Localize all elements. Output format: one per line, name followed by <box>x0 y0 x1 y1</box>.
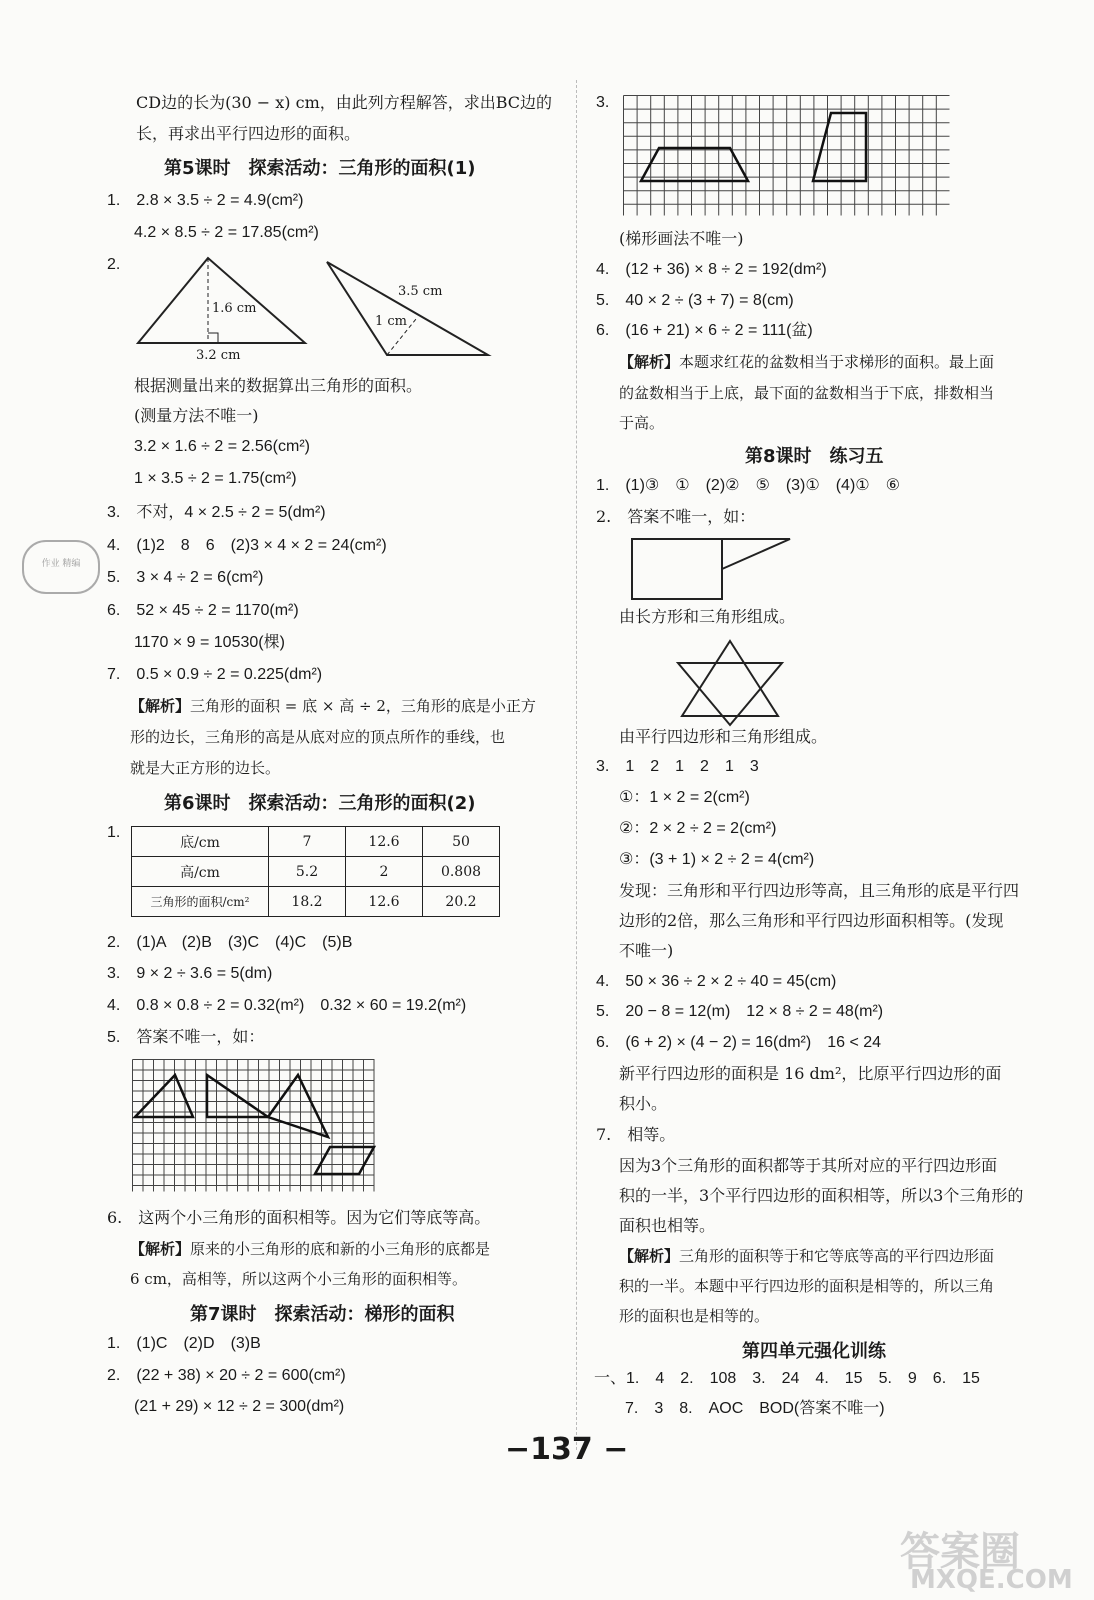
l8-q7: 7. 相等。 <box>596 1125 676 1144</box>
analysis-text: 本题求红花的盆数相当于求梯形的面积。最上面 <box>679 353 995 371</box>
l8-analysis-3: 形的面积也是相等的。 <box>619 1307 770 1325</box>
l5-q2b: (测量方法不唯一) <box>134 406 259 425</box>
l8-q3c: ③：(3 + 1) × 2 ÷ 2 = 4(cm²) <box>619 851 815 868</box>
l8-q6a: 新平行四边形的面积是 16 dm²，比原平行四边形的面 <box>619 1064 1002 1083</box>
lesson7-title: 第7课时 探索活动：梯形的面积 <box>190 1304 455 1325</box>
triangle-2 <box>327 262 488 355</box>
table-cell: 2 <box>346 857 423 887</box>
fig-side-label: 3.5 cm <box>398 284 443 299</box>
l8-analysis-1 <box>619 1245 994 1267</box>
l7-q1: 1. (1)C (2)D (3)B <box>107 1335 261 1352</box>
analysis-text: 原来的小三角形的底和新的小三角形的底都是 <box>190 1240 491 1258</box>
table-cell: 5.2 <box>269 857 346 887</box>
r-analysis-3: 于高。 <box>619 414 665 432</box>
r-q3-note: (梯形画法不唯一) <box>619 229 744 248</box>
l8-q6: 6. (6 + 2) × (4 − 2) = 16(dm²) 16 < 24 <box>596 1034 882 1051</box>
watermark-url: MXQE.COM <box>910 1565 1073 1595</box>
r-q6: 6. (16 + 21) × 6 ÷ 2 = 111(盆) <box>596 322 813 339</box>
l8-q5: 5. 20 − 8 = 12(m) 12 × 8 ÷ 2 = 48(m²) <box>596 1003 884 1020</box>
l5-q2a: 根据测量出来的数据算出三角形的面积。 <box>134 376 423 395</box>
lesson5-title: 第5课时 探索活动：三角形的面积(1) <box>164 158 476 179</box>
l5-q2c: 3.2 × 1.6 ÷ 2 = 2.56(cm²) <box>134 438 310 455</box>
r-analysis-2: 的盆数相当于上底，最下面的盆数相当于下底，排数相当 <box>619 384 995 402</box>
fig-height-label: 1.6 cm <box>212 301 257 316</box>
l5-q2: 2. <box>107 256 121 273</box>
table-cell: 底/cm <box>132 827 269 857</box>
analysis-label: 【解析】 <box>130 697 191 715</box>
stamp-logo <box>22 540 100 594</box>
r-q5: 5. 40 × 2 ÷ (3 + 7) = 8(cm) <box>596 292 794 309</box>
lesson6-title: 第6课时 探索活动：三角形的面积(2) <box>164 793 476 814</box>
star-figure <box>674 638 786 728</box>
l8-q7b: 积的一半，3个平行四边形的面积相等，所以3个三角形的 <box>619 1186 1024 1205</box>
l8-q3a: ①：1 × 2 = 2(cm²) <box>619 789 750 806</box>
fig-height2-label: 1 cm <box>375 314 408 329</box>
page-number: −137 − <box>505 1432 629 1467</box>
table-row <box>132 827 500 857</box>
l8-q2b: 由平行四边形和三角形组成。 <box>619 727 828 746</box>
right-angle-mark-1 <box>208 333 218 343</box>
triangle-part <box>722 539 790 569</box>
l5-q4: 4. (1)2 8 6 (2)3 × 4 × 2 = 24(cm²) <box>107 537 387 554</box>
l6-analysis-1 <box>130 1238 490 1260</box>
star-triangle-up <box>682 641 778 716</box>
l8-analysis-2: 积的一半。本题中平行四边形的面积是相等的，所以三角 <box>619 1277 995 1295</box>
l8-q3f: 不唯一) <box>619 941 674 960</box>
analysis-label: 【解析】 <box>619 1247 680 1265</box>
triangle-c <box>268 1075 328 1137</box>
l5-q7: 7. 0.5 × 0.9 ÷ 2 = 0.225(dm²) <box>107 666 323 683</box>
intro-line-2: 长，再求出平行四边形的面积。 <box>136 124 361 143</box>
table-cell: 20.2 <box>423 887 500 917</box>
l8-q3d: 发现：三角形和平行四边形等高，且三角形的底是平行四 <box>619 881 1020 900</box>
l8-q6b: 积小。 <box>619 1094 668 1113</box>
l8-q7c: 面积也相等。 <box>619 1216 716 1235</box>
table-cell: 三角形的面积/cm² <box>132 887 269 917</box>
l6-q6: 6. 这两个小三角形的面积相等。因为它们等底等高。 <box>107 1208 491 1227</box>
lesson8-title: 第8课时 练习五 <box>745 446 884 467</box>
l5-q1b: 4.2 × 8.5 ÷ 2 = 17.85(cm²) <box>134 224 319 241</box>
l5-q2d: 1 × 3.5 ÷ 2 = 1.75(cm²) <box>134 470 297 487</box>
stamp-text: 作业 精编 <box>41 559 81 569</box>
l6-q1: 1. <box>107 824 121 841</box>
l6-q3: 3. 9 × 2 ÷ 3.6 = 5(dm) <box>107 965 273 982</box>
analysis-text: 三角形的面积 = 底 × 高 ÷ 2，三角形的底是小正方 <box>190 697 536 715</box>
table-row <box>132 857 500 887</box>
grid-figure-triangles <box>132 1059 378 1195</box>
rect-triangle-figure <box>630 537 795 603</box>
l6-analysis-2: 6 cm，高相等，所以这两个小三角形的面积相等。 <box>130 1270 467 1288</box>
l5-q6b: 1170 × 9 = 10530(棵) <box>134 634 285 651</box>
l5-q3: 3. 不对，4 × 2.5 ÷ 2 = 5(dm²) <box>107 504 326 521</box>
fig-base-label: 3.2 cm <box>196 348 241 363</box>
l5-analysis-2: 形的边长，三角形的高是从底对应的顶点所作的垂线，也 <box>130 728 506 746</box>
analysis-text: 三角形的面积等于和它等底等高的平行四边形面 <box>679 1247 995 1265</box>
table-cell: 7 <box>269 827 346 857</box>
analysis-label: 【解析】 <box>619 353 680 371</box>
table-row <box>132 887 500 917</box>
triangle-figures <box>120 250 500 370</box>
l5-analysis-3: 就是大正方形的边长。 <box>130 759 281 777</box>
l6-q2: 2. (1)A (2)B (3)C (4)C (5)B <box>107 934 353 951</box>
l5-analysis-1 <box>130 695 536 717</box>
l7-q2b: (21 + 29) × 12 ÷ 2 = 300(dm²) <box>134 1398 345 1415</box>
table-cell: 50 <box>423 827 500 857</box>
area-table <box>131 826 500 917</box>
l8-q7a: 因为3个三角形的面积都等于其所对应的平行四边形面 <box>619 1156 998 1175</box>
r-analysis-1 <box>619 351 994 373</box>
intro-line-1: CD边的长为(30 − x) cm，由此列方程解答，求出BC边的 <box>136 93 553 112</box>
table-cell: 12.6 <box>346 887 423 917</box>
unit4-line-2: 7. 3 8. AOC BOD(答案不唯一) <box>625 1400 885 1417</box>
grid-lines <box>624 96 950 216</box>
l8-q3: 3. 1 2 1 2 1 3 <box>596 758 759 775</box>
l8-q4: 4. 50 × 36 ÷ 2 × 2 ÷ 40 = 45(cm) <box>596 973 837 990</box>
unit4-title: 第四单元强化训练 <box>742 1341 886 1362</box>
l5-q5: 5. 3 × 4 ÷ 2 = 6(cm²) <box>107 569 264 586</box>
l5-q6a: 6. 52 × 45 ÷ 2 = 1170(m²) <box>107 602 299 619</box>
l6-q5: 5. 答案不唯一，如： <box>107 1029 265 1046</box>
l8-q1: 1. (1)③ ① (2)② ⑤ (3)① (4)① ⑥ <box>596 477 900 494</box>
unit4-line-1: 一、1. 4 2. 108 3. 24 4. 15 5. 9 6. 15 <box>594 1370 980 1387</box>
watermark-logo: 答案圈 <box>900 1529 1020 1575</box>
l8-q3b: ②：2 × 2 ÷ 2 = 2(cm²) <box>619 820 777 837</box>
l5-q1a: 1. 2.8 × 3.5 ÷ 2 = 4.9(cm²) <box>107 192 304 209</box>
analysis-label: 【解析】 <box>130 1240 191 1258</box>
l8-q2: 2. 答案不唯一，如： <box>596 507 756 526</box>
l8-q2a: 由长方形和三角形组成。 <box>619 607 796 626</box>
rectangle <box>632 539 722 599</box>
column-divider <box>576 80 577 1450</box>
table-cell: 18.2 <box>269 887 346 917</box>
grid-figure-trapezoids <box>623 95 953 219</box>
r-q3: 3. <box>596 94 610 111</box>
grid-lines <box>133 1060 375 1192</box>
table-cell: 0.808 <box>423 857 500 887</box>
table-cell: 高/cm <box>132 857 269 887</box>
r-q4: 4. (12 + 36) × 8 ÷ 2 = 192(dm²) <box>596 261 827 278</box>
l7-q2a: 2. (22 + 38) × 20 ÷ 2 = 600(cm²) <box>107 1367 346 1384</box>
parallelogram <box>315 1147 374 1174</box>
l6-q4: 4. 0.8 × 0.8 ÷ 2 = 0.32(m²) 0.32 × 60 = 19.2(m²) <box>107 997 467 1014</box>
l8-q3e: 边形的2倍，那么三角形和平行四边形面积相等。(发现 <box>619 911 1004 930</box>
table-cell: 12.6 <box>346 827 423 857</box>
